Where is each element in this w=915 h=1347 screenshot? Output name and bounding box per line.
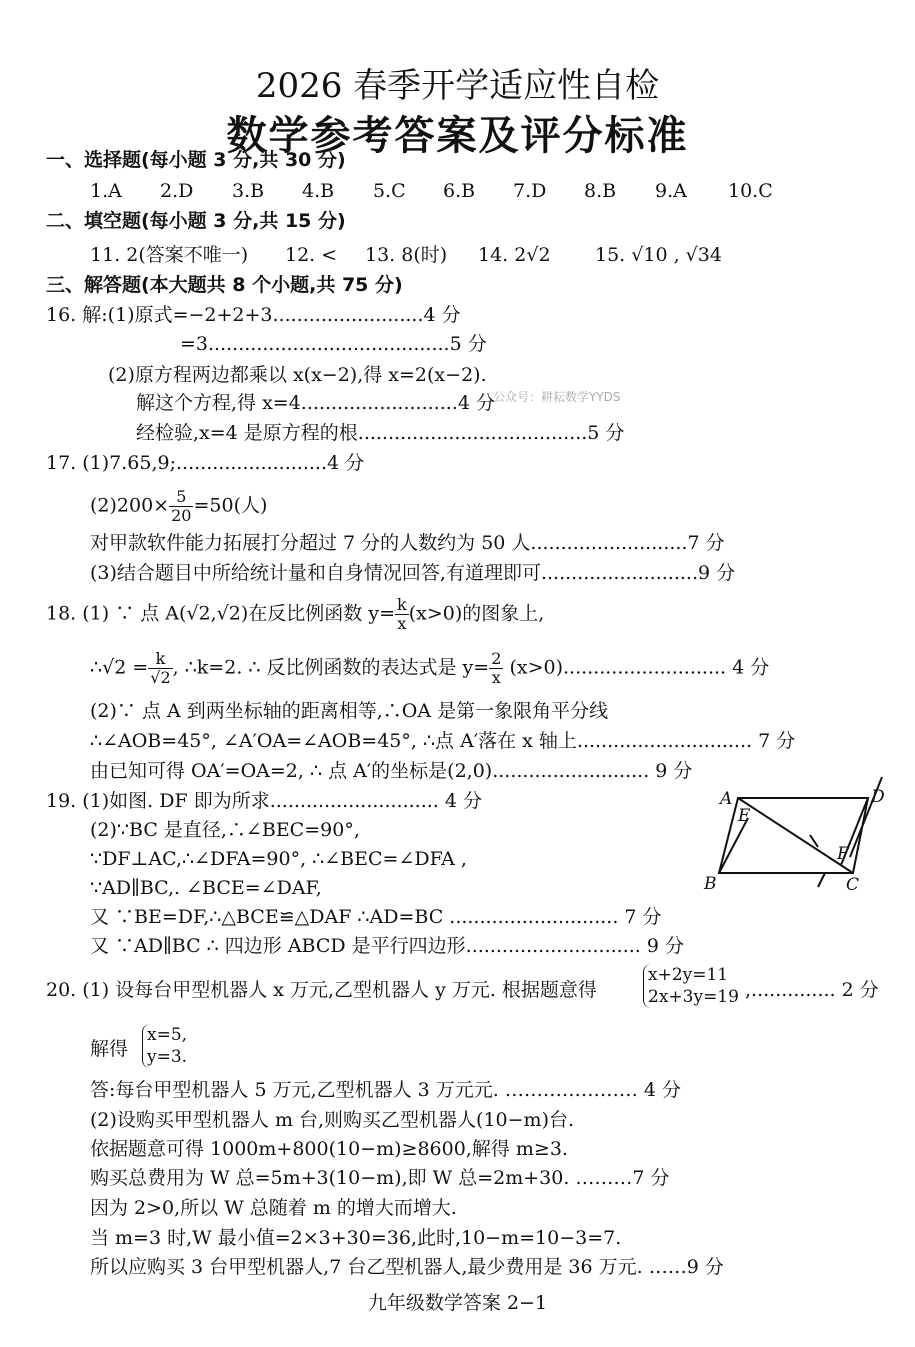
equation: 2x+3y=19 (648, 987, 739, 1007)
fraction (148, 650, 172, 687)
fraction (169, 488, 193, 525)
section-heading-fill: 二、填空题(每小题 3 分,共 15 分) (46, 210, 346, 232)
choice-answer: 3.B (232, 180, 265, 202)
q18-text: (x>0)的图象上, (408, 602, 545, 625)
q18-text: √2 (216, 602, 241, 625)
q18-text: 18. (1) ∵ 点 A( (46, 602, 187, 625)
q19-line: 又 ∵AD∥BC ∴ 四边形 ABCD 是平行四边形............................. 9 分 (90, 935, 684, 957)
choice-answer: 7.D (513, 180, 547, 202)
label-d: D (871, 787, 885, 807)
fill-answer-15: 15. √10 , √34 (595, 244, 722, 266)
q17-line: (3)结合题目中所给统计量和自身情况回答,有道理即可..........................9 分 (90, 562, 736, 584)
q18-text: (x>0)........................... 4 分 (503, 656, 770, 679)
choice-answer: 4.B (302, 180, 335, 202)
choice-answer: 6.B (443, 180, 476, 202)
choice-answer: 1.A (90, 180, 122, 202)
q20-line: 解得 (90, 1038, 129, 1060)
diagonal-ac (738, 798, 853, 873)
q18-line-2 (90, 650, 769, 687)
q18-text: )在反比例函数 y= (240, 602, 395, 625)
denominator: √2 (150, 668, 171, 687)
q18-text: , (210, 602, 217, 625)
denominator: x (397, 614, 407, 633)
answer-key-title: 数学参考答案及评分标准 (226, 112, 689, 159)
fraction (489, 650, 503, 687)
q17-line: 对甲款软件能力拓展打分超过 7 分的人数约为 50 人..........................7 分 (90, 532, 725, 554)
q20-line: 所以应购买 3 台甲型机器人,7 台乙型机器人,最少费用是 36 万元. ……9 分 (90, 1256, 724, 1278)
q18-line: (2)∵ 点 A 到两坐标轴的距离相等,∴OA 是第一象限角平分线 (90, 700, 609, 722)
segment-be (719, 818, 748, 873)
q20-line: 当 m=3 时,W 最小值=2×3+30=36,此时,10−m=10−3=7. (90, 1227, 622, 1249)
q19-line: ∵AD∥BC,. ∠BCE=∠DAF, (90, 877, 322, 899)
label-b: B (704, 874, 717, 894)
q18-text: , ∴k=2. ∴ 反比例函数的表达式是 y= (172, 656, 490, 679)
label-e: E (738, 806, 751, 826)
q19-line: 又 ∵BE=DF,∴△BCE≌△DAF ∴AD=BC ............................ 7 分 (90, 906, 662, 928)
choice-answer: 2.D (160, 180, 194, 202)
equation-system (643, 964, 739, 1008)
label-f: F (837, 844, 849, 864)
q18-text: √2 (186, 602, 211, 625)
q20-line: 20. (1) 设每台甲型机器人 x 万元,乙型机器人 y 万元. 根据题意得 (46, 979, 597, 1001)
q18-line-1 (46, 596, 544, 633)
choice-answer: 9.A (655, 180, 687, 202)
choice-answer: 8.B (584, 180, 617, 202)
q20-line: 答:每台甲型机器人 5 万元,乙型机器人 3 万元元. ………………… 4 分 (90, 1079, 682, 1101)
q19-line: 19. (1)如图. DF 即为所求............................ 4 分 (46, 790, 482, 812)
q17-line-2 (90, 488, 267, 525)
q18-line: 由已知可得 OA′=OA=2, ∴ 点 A′的坐标是(2,0).......................... 9 分 (90, 760, 693, 782)
fill-answer-14: 14. 2√2 (478, 244, 551, 266)
q19-line: (2)∵BC 是直径,∴∠BEC=90°, (90, 819, 360, 841)
q17-line: 17. (1)7.65,9;.........................4 分 (46, 452, 365, 474)
equation: y=3. (147, 1047, 188, 1067)
solution-system (142, 1024, 187, 1068)
denominator: x (491, 668, 501, 687)
numerator: k (397, 595, 407, 614)
q19-line: ∵DF⊥AC,∴∠DFA=90°, ∴∠BEC=∠DFA , (90, 848, 467, 870)
q16-line: =3........................................5 分 (180, 333, 487, 355)
q16-line: 经检验,x=4 是原方程的根......................................5 分 (136, 422, 625, 444)
fill-answer-11: 11. 2(答案不唯一) (90, 244, 249, 266)
q20-line: 因为 2>0,所以 W 总随着 m 的增大而增大. (90, 1197, 457, 1219)
numerator: 2 (491, 649, 502, 668)
section-heading-solve: 三、解答题(本大题共 8 个小题,共 75 分) (46, 274, 403, 296)
numerator: 5 (169, 488, 193, 507)
q17-text: =50(人) (193, 494, 268, 517)
equation: x=5, (147, 1025, 188, 1045)
brace (142, 1024, 187, 1068)
watermark: 公众号：耕耘数学YYDS (493, 390, 621, 404)
arc-mark (818, 873, 825, 887)
q16-line: 16. 解:(1)原式=−2+2+3.........................4 分 (46, 304, 461, 326)
q20-line: 依据题意可得 1000m+800(10−m)≥8600,解得 m≥3. (90, 1138, 568, 1160)
denominator: 20 (171, 506, 192, 525)
choice-answer: 10.C (728, 180, 773, 202)
exam-title: 2026 春季开学适应性自检 (255, 66, 660, 106)
q20-line: ,.............. 2 分 (745, 979, 879, 1001)
equation: x+2y=11 (648, 965, 729, 985)
parallelogram-figure (700, 775, 900, 900)
fill-answer-12: 12. < (285, 244, 338, 266)
page-footer: 九年级数学答案 2−1 (367, 1292, 548, 1314)
numerator: k (148, 650, 172, 669)
q20-line: 购买总费用为 W 总=5m+3(10−m),即 W 总=2m+30. ………7 分 (90, 1167, 670, 1189)
q20-line: (2)设购买甲型机器人 m 台,则购买乙型机器人(10−m)台. (90, 1109, 575, 1131)
q18-text: ∴√2 = (90, 656, 149, 679)
label-a: A (720, 789, 733, 809)
q16-line: 解这个方程,得 x=4..........................4 分 (136, 392, 495, 414)
label-c: C (846, 875, 860, 895)
q17-text: (2)200× (90, 494, 170, 517)
choice-answer: 5.C (373, 180, 406, 202)
q16-line: (2)原方程两边都乘以 x(x−2),得 x=2(x−2). (108, 364, 487, 386)
brace (643, 964, 739, 1008)
q18-line: ∴∠AOB=45°, ∠A′OA=∠AOB=45°, ∴点 A′落在 x 轴上............................. 7 分 (90, 730, 796, 752)
fraction (395, 596, 409, 633)
section-heading-choice: 一、选择题(每小题 3 分,共 30 分) (46, 149, 346, 171)
fill-answer-13: 13. 8(时) (365, 244, 448, 266)
